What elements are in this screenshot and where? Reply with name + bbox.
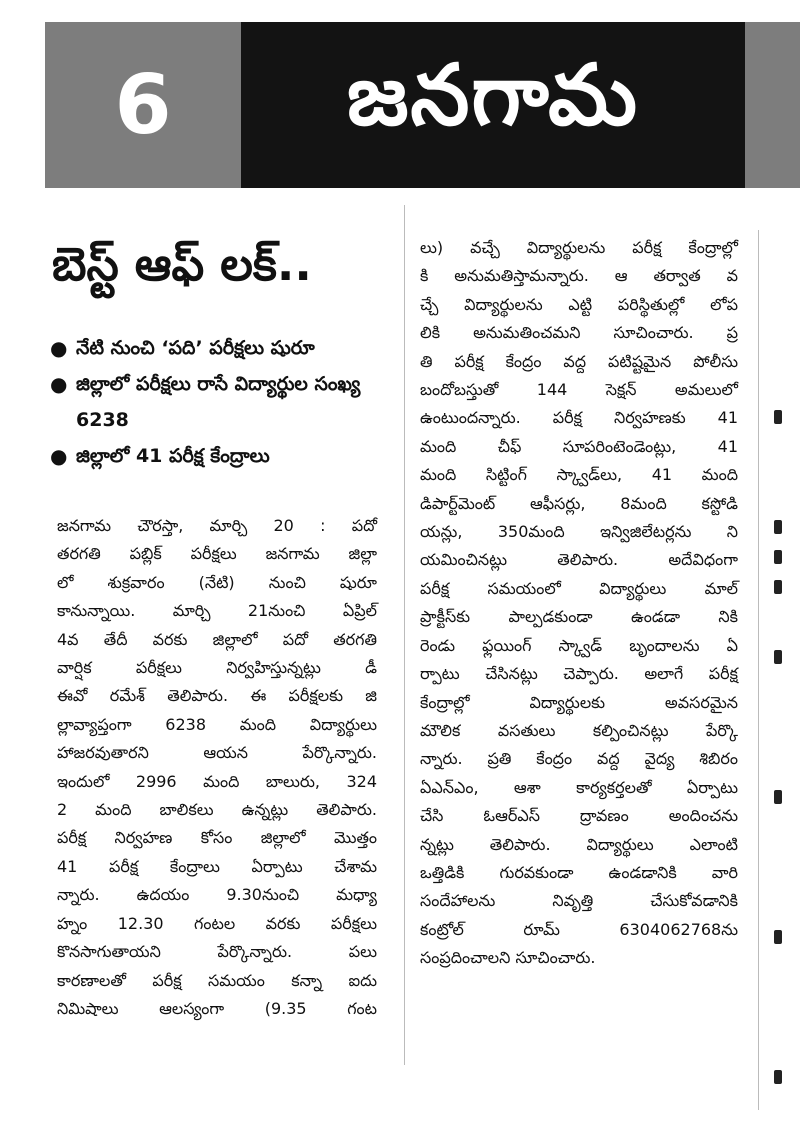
body-line: ఒత్తిడికి గురవకుండా ఉండడానికి వారి <box>420 862 738 882</box>
body-line: 41 పరీక్ష కేంద్రాలు ఏర్పాటు చేశామ <box>57 856 377 876</box>
body-line: యమించినట్లు తెలిపారు. అదేవిధంగా <box>420 550 738 570</box>
body-line: కొనసాగుతాయని పేర్కొన్నారు. పలు <box>57 942 377 962</box>
edge-glyph <box>774 580 782 594</box>
section-title: జనగామ <box>241 22 745 188</box>
bullet-text: జిల్లాలో పరీక్షలు రాసే విద్యార్థుల సంఖ్య 6238 <box>76 373 361 431</box>
body-line: ర్పాటు చేసినట్లు చెప్పారు. అలాగే పరీక్ష <box>420 664 738 684</box>
body-line: ఈవో రమేశ్ తెలిపారు. ఈ పరీక్షలకు జి <box>57 686 377 706</box>
body-line: పరీక్ష నిర్వహణ కోసం జిల్లాలో మొత్తం <box>57 828 377 848</box>
bullet-item <box>50 330 400 366</box>
bullet-icon: ● <box>50 336 68 360</box>
body-line: డిపార్ట్‌మెంట్ ఆఫీసర్లు, 8మంది కస్టోడి <box>420 493 738 513</box>
body-line: వార్షిక పరీక్షలు నిర్వహిస్తున్నట్లు డీ <box>57 658 377 678</box>
body-line: తి పరీక్ష కేంద్రం వద్ద పటిష్టమైన పోలీసు <box>420 351 738 371</box>
edge-glyph <box>774 520 782 534</box>
body-line: జనగామ చౌరస్తా, మార్చి 20 : పదో <box>57 516 377 535</box>
body-line: తరగతి పబ్లిక్ పరీక్షలు జనగామ జిల్లా <box>57 544 377 564</box>
article-column-2 <box>420 234 738 973</box>
edge-glyph <box>774 650 782 664</box>
body-line: 2 మంది బాలికలు ఉన్నట్లు తెలిపారు. <box>57 800 377 820</box>
article-headline: బెస్ట్ ఆఫ్ లక్.. <box>52 237 312 291</box>
bullet-list <box>50 330 400 474</box>
body-line: చ్చే విద్యార్థులను ఎట్టి పరిస్థితుల్లో లోప <box>420 294 738 314</box>
header-right-band <box>745 22 800 188</box>
body-line: ఇందులో 2996 మంది బాలురు, 324 <box>57 771 377 791</box>
body-line: హాజరవుతారని ఆయన పేర్కొన్నారు. <box>57 743 377 763</box>
edge-glyph <box>774 410 782 424</box>
edge-glyph <box>774 1070 782 1084</box>
edge-glyph <box>774 790 782 804</box>
bullet-icon: ● <box>50 372 68 396</box>
body-line: ఉంటుందన్నారు. పరీక్ష నిర్వహణకు 41 <box>420 408 738 428</box>
bullet-text: నేటి నుంచి ‘పది’ పరీక్షలు షురూ <box>76 337 315 359</box>
body-line: చేసి ఓఆర్ఎస్ ద్రావణం అందించను <box>420 806 738 826</box>
body-line: 4వ తేదీ వరకు జిల్లాలో పదో తరగతి <box>57 629 377 649</box>
body-line: బందోబస్తుతో 144 సెక్షన్ అమలులో <box>420 380 738 400</box>
body-line: మంది సిట్టింగ్ స్క్వాడ్‌లు, 41 మంది <box>420 465 738 485</box>
bullet-item <box>50 438 400 474</box>
body-line: సంప్రదించాలని సూచించారు. <box>420 948 596 968</box>
edge-glyph <box>774 930 782 944</box>
body-line: ఏఎన్ఎం, ఆశా కార్యకర్తలతో ఏర్పాటు <box>420 777 738 797</box>
body-line: రెండు ఫ్లయింగ్ స్క్వాడ్ బృందాలను ఏ <box>420 635 738 655</box>
page-edge-divider <box>758 230 759 1110</box>
body-line: న్నట్లు తెలిపారు. విద్యార్థులు ఎలాంటి <box>420 834 738 854</box>
body-line: మౌలిక వసతులు కల్పించినట్లు పేర్కొ <box>420 720 738 740</box>
body-line: కానున్నాయి. మార్చి 21నుంచి ఏప్రిల్ <box>57 601 377 621</box>
column-divider <box>404 205 405 1065</box>
body-line: కేంద్రాల్లో విద్యార్థులకు అవసరమైన <box>420 692 738 712</box>
bullet-icon: ● <box>50 444 68 468</box>
body-line: కంట్రోల్ రూమ్ 6304062768ను <box>420 919 738 939</box>
body-line: న్నారు. ప్రతి కేంద్రం వద్ద వైద్య శిబిరం <box>420 749 738 769</box>
body-line: లు) వచ్చే విద్యార్థులను పరీక్ష కేంద్రాల్లో <box>420 238 738 257</box>
bullet-item <box>50 366 400 438</box>
body-line: కారణాలతో పరీక్ష సమయం కన్నా ఐదు <box>57 970 377 990</box>
body-line: న్నారు. ఉదయం 9.30నుంచి మధ్యా <box>57 885 377 905</box>
adjacent-page-fragment <box>768 230 800 1130</box>
body-line: ల్లావ్యాప్తంగా 6238 మంది విద్యార్థులు <box>57 714 377 734</box>
body-line: లో శుక్రవారం (నేటి) నుంచి షురూ <box>57 572 377 592</box>
body-line: పరీక్ష సమయంలో విద్యార్థులు మాల్ <box>420 578 738 598</box>
body-line: హ్నం 12.30 గంటల వరకు పరీక్షలు <box>57 913 377 933</box>
body-line: యన్లు, 350మంది ఇన్విజిలేటర్లను ని <box>420 522 738 542</box>
body-line: కి అనుమతిస్తామన్నారు. ఆ తర్వాత వ <box>420 266 738 286</box>
body-line: లికి అనుమతించమని సూచించారు. ప్ర <box>420 323 738 343</box>
bullet-text: జిల్లాలో 41 పరీక్ష కేంద్రాలు <box>76 445 270 467</box>
body-line: నిమిషాలు ఆలస్యంగా (9.35 గంట <box>57 998 377 1018</box>
body-line: మంది చీఫ్ సూపరింటెండెంట్లు, 41 <box>420 436 738 456</box>
body-line: ప్రాక్టీస్‌కు పాల్పడకుండా ఉండడా నికి <box>420 607 738 627</box>
body-line: సందేహాలను నివృత్తి చేసుకోవడానికి <box>420 891 738 911</box>
page-number: 6 <box>45 22 241 188</box>
article-column-1 <box>57 512 377 1023</box>
edge-glyph <box>774 550 782 564</box>
